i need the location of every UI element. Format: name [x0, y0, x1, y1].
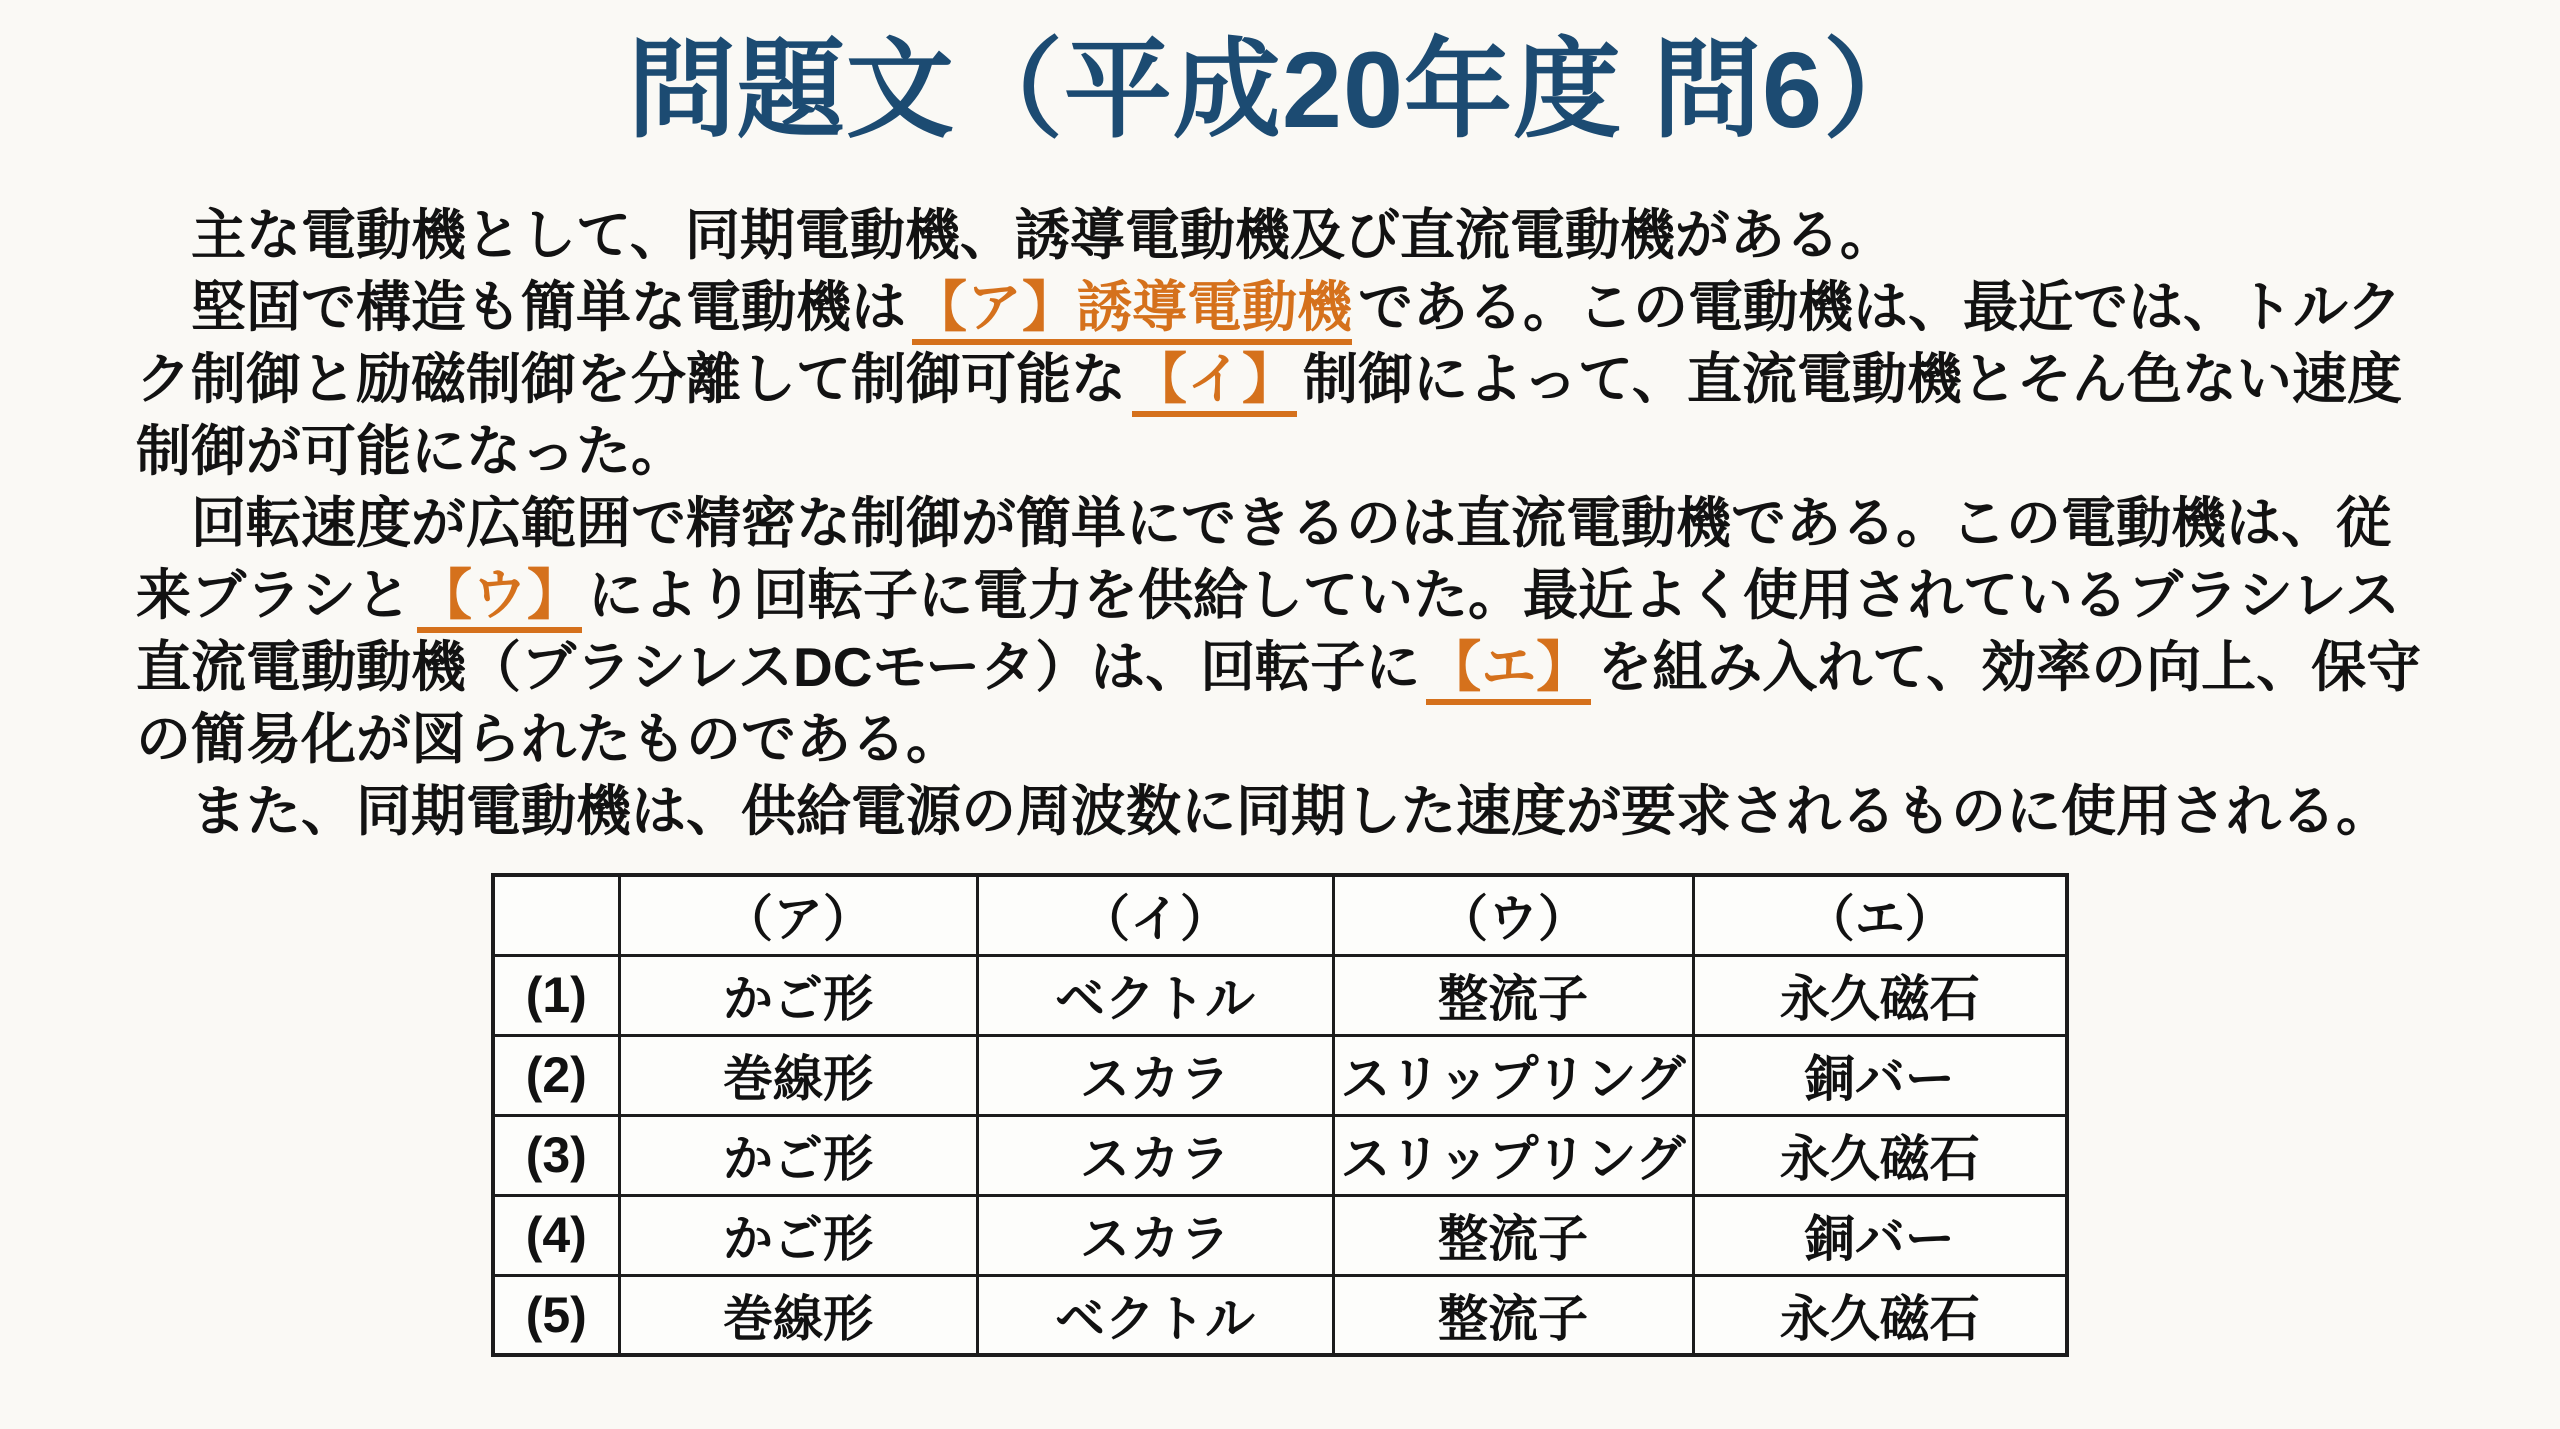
body-text-segment: 制御が可能になった。 [136, 420, 687, 482]
option-cell: スカラ [977, 1035, 1333, 1115]
option-cell: スリップリング [1333, 1115, 1693, 1195]
blank-i-highlight: 【イ】 [1132, 348, 1297, 417]
option-cell: 巻線形 [619, 1035, 977, 1115]
body-text-segment: 回転速度が広範囲で精密な制御が簡単にできるのは直流電動機である。この電動機は、従 [136, 492, 2392, 554]
option-number: (2) [493, 1035, 619, 1115]
header-cell-e: （エ） [1693, 875, 2067, 955]
body-line-9 [136, 775, 2428, 847]
body-line-3 [136, 343, 2428, 415]
option-number: (1) [493, 955, 619, 1035]
header-cell-i: （イ） [977, 875, 1333, 955]
option-cell: かご形 [619, 955, 977, 1035]
body-text-segment: 主な電動機として、同期電動機、誘導電動機及び直流電動機がある。 [136, 204, 1895, 266]
body-text-segment: また、同期電動機は、供給電源の周波数に同期した速度が要求されるものに使用される。 [136, 780, 2392, 842]
body-text-segment: 制御によって、直流電動機とそん色ない速度 [1303, 348, 2402, 410]
option-cell: 整流子 [1333, 955, 1693, 1035]
option-cell: 永久磁石 [1693, 955, 2067, 1035]
body-text-segment: を組み入れて、効率の向上、保守 [1597, 636, 2422, 698]
header-cell-u: （ウ） [1333, 875, 1693, 955]
question-body [136, 199, 2428, 847]
header-cell-a: （ア） [619, 875, 977, 955]
option-cell: ベクトル [977, 1275, 1333, 1355]
body-line-7 [136, 631, 2428, 703]
table-row [493, 955, 2067, 1035]
option-cell: かご形 [619, 1115, 977, 1195]
option-cell: 巻線形 [619, 1275, 977, 1355]
table-header-row [493, 875, 2067, 955]
body-text-segment: 堅固で構造も簡単な電動機は [136, 276, 907, 338]
page-title: 問題文（平成20年度 問6） [627, 29, 1933, 150]
body-line-5 [136, 487, 2428, 559]
blank-a-highlight: 【ア】誘導電動機 [912, 276, 1352, 345]
table-row [493, 1195, 2067, 1275]
body-line-4 [136, 415, 2428, 487]
table-row [493, 1275, 2067, 1355]
body-text-segment: 来ブラシと [136, 564, 412, 626]
option-cell: ベクトル [977, 955, 1333, 1035]
option-cell: 永久磁石 [1693, 1275, 2067, 1355]
answer-options-table [491, 873, 2069, 1357]
option-cell: スカラ [977, 1115, 1333, 1195]
option-number: (5) [493, 1275, 619, 1355]
body-text-segment: 直流電動動機（ブラシレスDCモータ）は、回転子に [136, 636, 1421, 698]
body-text-segment: ク制御と励磁制御を分離して制御可能な [136, 348, 1127, 410]
option-cell: 永久磁石 [1693, 1115, 2067, 1195]
body-line-1 [136, 199, 2428, 271]
option-cell: 整流子 [1333, 1275, 1693, 1355]
blank-e-highlight: 【エ】 [1426, 636, 1591, 705]
option-cell: スリップリング [1333, 1035, 1693, 1115]
body-text-segment: である。この電動機は、最近では、トルク [1358, 276, 2402, 338]
body-line-8 [136, 703, 2428, 775]
body-text-segment: により回転子に電力を供給していた。最近よく使用されているブラシレス [588, 564, 2401, 626]
option-number: (3) [493, 1115, 619, 1195]
option-cell: 整流子 [1333, 1195, 1693, 1275]
option-cell: スカラ [977, 1195, 1333, 1275]
table-row [493, 1035, 2067, 1115]
body-line-6 [136, 559, 2428, 631]
option-cell: 銅バー [1693, 1195, 2067, 1275]
option-cell: かご形 [619, 1195, 977, 1275]
body-text-segment: の簡易化が図られたものである。 [136, 708, 962, 770]
body-line-2 [136, 271, 2428, 343]
table-row [493, 1115, 2067, 1195]
option-number: (4) [493, 1195, 619, 1275]
blank-u-highlight: 【ウ】 [417, 564, 582, 633]
option-cell: 銅バー [1693, 1035, 2067, 1115]
header-cell-blank [493, 875, 619, 955]
